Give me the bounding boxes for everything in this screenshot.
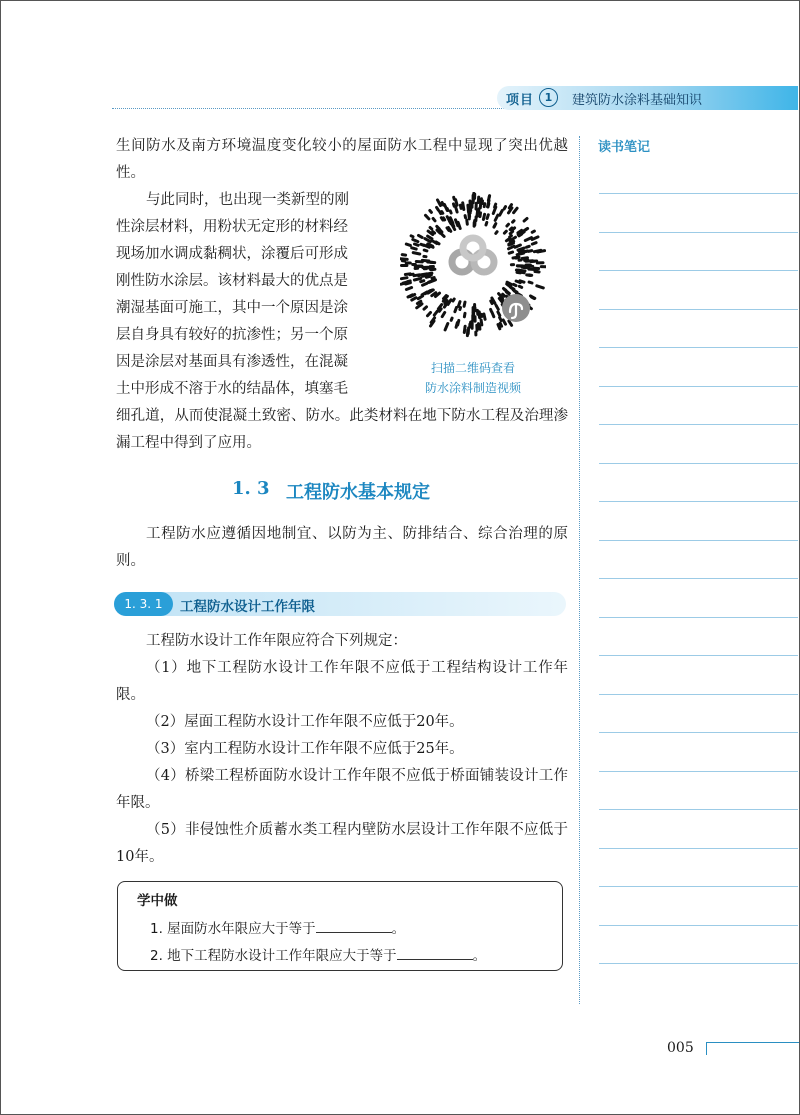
note-line (599, 925, 798, 926)
note-line (599, 386, 798, 387)
section-number: 1. 3 (232, 478, 270, 499)
answer-blank-1[interactable] (316, 920, 392, 933)
exercise-question-2 (150, 944, 486, 964)
note-line (599, 617, 798, 618)
note-line (599, 732, 798, 733)
list-item: （1）地下工程防水设计工作年限不应低于工程结构设计工作年限。 (116, 660, 568, 704)
qr-caption-line-1: 扫描二维码查看 (430, 361, 515, 375)
note-line (599, 655, 798, 656)
qr-caption (400, 358, 546, 398)
section-title: 工程防水基本规定 (286, 482, 430, 503)
note-line (599, 270, 798, 271)
list-item: （4）桥梁工程桥面防水设计工作年限不应低于桥面铺装设计工作年限。 (116, 768, 568, 812)
list-item: （2）屋面工程防水设计工作年限不应低于20年。 (146, 714, 464, 730)
header-chapter-title: 建筑防水涂料基础知识 (572, 93, 703, 108)
note-line (599, 347, 798, 348)
note-line (599, 963, 798, 964)
note-line (599, 424, 798, 425)
header-item-number: 1 (539, 88, 558, 107)
paragraph-2-line: 土中形成不溶于水的结晶体，填塞毛 (116, 381, 348, 397)
notes-divider (579, 136, 580, 1004)
exercise-title: 学中做 (137, 893, 178, 909)
mini-program-badge-icon (502, 294, 530, 322)
subsection-number: 1. 3. 1 (114, 592, 173, 616)
exercise-question-1-text: 1. 屋面防水年限应大于等于 (150, 921, 316, 937)
subsection-lead: 工程防水设计工作年限应符合下列规定： (146, 633, 407, 649)
note-line (599, 848, 798, 849)
note-line (599, 540, 798, 541)
note-line (599, 463, 798, 464)
answer-blank-2[interactable] (397, 947, 473, 960)
exercise-question-2-end: 。 (472, 948, 487, 964)
note-line (599, 193, 798, 194)
note-line (599, 232, 798, 233)
note-line (599, 809, 798, 810)
paragraph-2-tail: 细孔道，从而使混凝土致密、防水。此类材料在地下防水工程及治理渗漏工程中得到了应用。 (116, 408, 568, 452)
qr-code[interactable] (400, 192, 546, 338)
note-line (599, 501, 798, 502)
section-intro: 工程防水应遵循因地制宜、以防为主、防排结合、综合治理的原则。 (116, 526, 568, 570)
list-item: （3）室内工程防水设计工作年限不应低于25年。 (146, 741, 464, 757)
paragraph-2-line: 因是涂层对基面具有渗透性，在混凝 (116, 354, 348, 370)
paragraph-2-line: 与此同时，也出现一类新型的刚 (146, 192, 349, 208)
note-line (599, 886, 798, 887)
footer-rule (706, 1042, 799, 1055)
paragraph-2-line: 现场加水调成黏稠状，涂覆后可形成 (116, 246, 348, 262)
note-line (599, 771, 798, 772)
subsection-title: 工程防水设计工作年限 (180, 599, 315, 615)
note-line (599, 309, 798, 310)
paragraph-2-line: 潮湿基面可施工，其中一个原因是涂 (116, 300, 348, 316)
section-heading (232, 478, 270, 499)
page-number: 005 (667, 1040, 694, 1056)
note-line (599, 578, 798, 579)
qr-caption-line-2: 防水涂料制造视频 (424, 381, 521, 395)
list-item: （5）非侵蚀性介质蓄水类工程内壁防水层设计工作年限不应低于10年。 (116, 822, 568, 866)
paragraph-1: 生间防水及南方环境温度变化较小的屋面防水工程中显现了突出优越性。 (116, 138, 568, 182)
qr-code-graphic (400, 192, 546, 338)
exercise-question-1-end: 。 (391, 921, 406, 937)
note-line (599, 694, 798, 695)
exercise-question-2-text: 2. 地下工程防水设计工作年限应大于等于 (150, 948, 397, 964)
paragraph-2-line: 层自身具有较好的抗渗性；另一个原 (116, 327, 348, 343)
notes-title: 读书笔记 (598, 140, 651, 155)
paragraph-2-line: 性涂层材料，用粉状无定形的材料经 (116, 219, 348, 235)
exercise-question-1 (150, 917, 405, 937)
header-item-label: 项目 (506, 93, 535, 108)
paragraph-2-line: 刚性防水涂层。该材料最大的优点是 (116, 273, 348, 289)
